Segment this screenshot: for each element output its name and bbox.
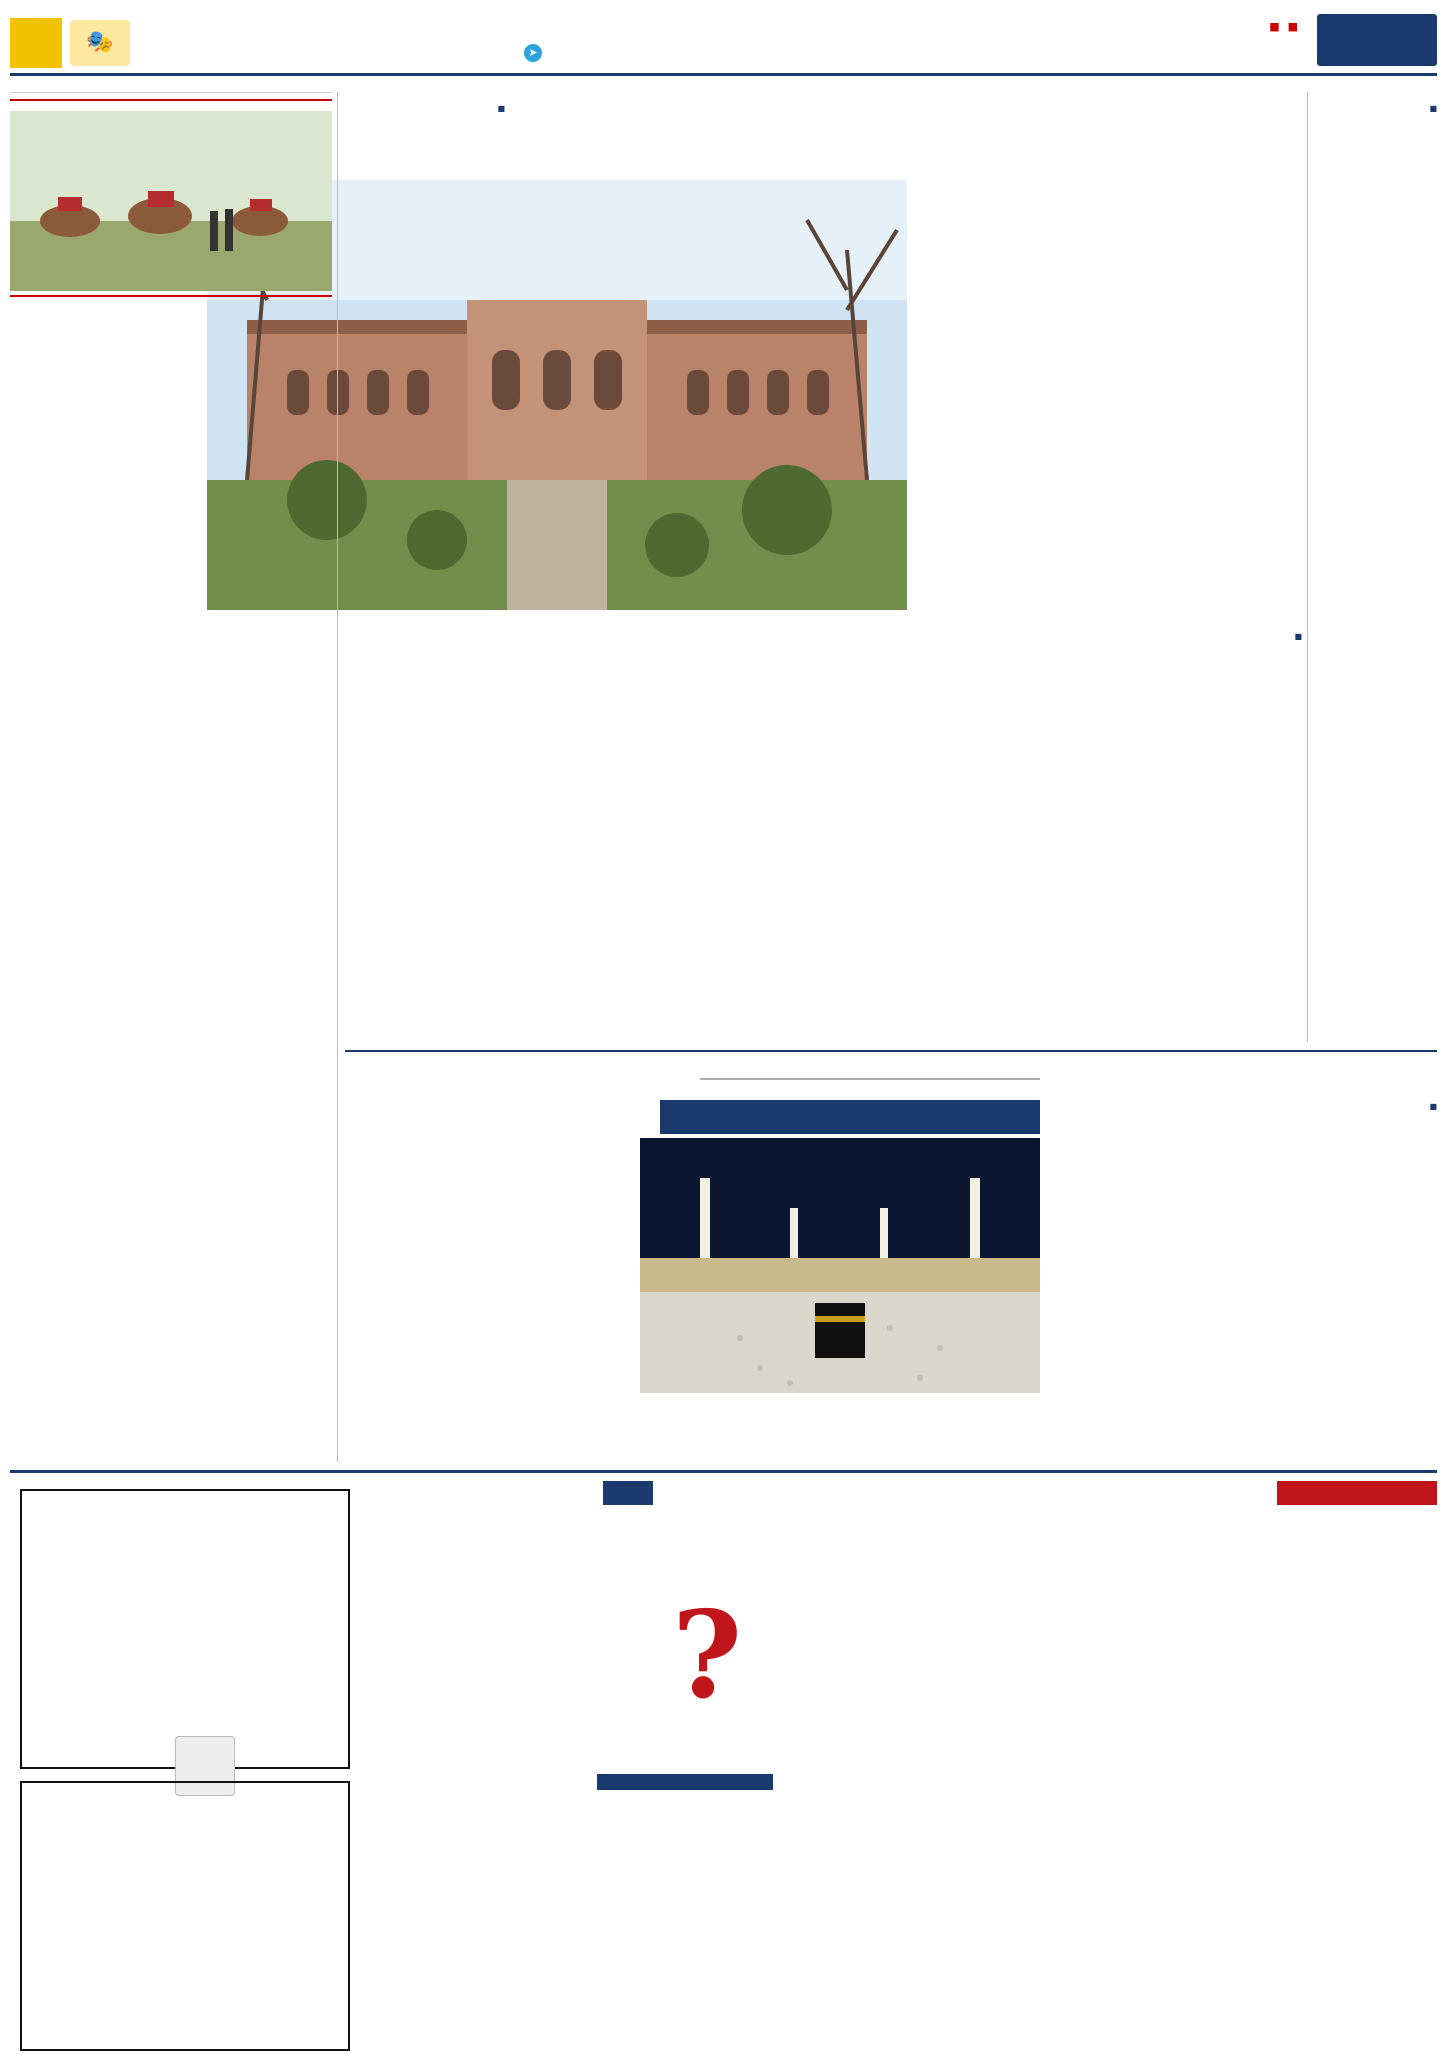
subheading [1177, 626, 1302, 647]
report-tag [700, 1078, 1040, 1080]
spacer [360, 1487, 510, 1577]
telegram-icon: ➤ [524, 44, 542, 62]
issue-info [1265, 20, 1302, 33]
lead-column-3 [1042, 620, 1167, 1042]
hajj-headline [660, 1100, 1040, 1134]
solution-grid [597, 1794, 773, 2034]
lead-column-4 [907, 620, 1032, 1042]
news-title [10, 99, 332, 105]
lead-column-1 [1312, 92, 1437, 1042]
kaaba-photo [640, 1138, 1040, 1393]
crossword-solution [597, 1481, 897, 2048]
question-mark-icon: ? [671, 1585, 743, 1726]
telegram-promo[interactable] [520, 44, 542, 62]
sudoku-info [360, 1481, 510, 1627]
solution-grid-label [597, 1774, 773, 1790]
hajj-column-2 [1047, 1090, 1227, 1462]
separator: ■ [1287, 20, 1298, 33]
section-rule [345, 1050, 1437, 1052]
sudoku-section [10, 1481, 510, 2048]
masthead [10, 10, 1437, 76]
lead-column-5 [772, 620, 897, 1042]
puzzle-section [10, 1470, 1437, 2048]
spacer [360, 1583, 510, 1623]
hajj-column-3 [345, 1090, 630, 1462]
kaaba-illustration [640, 1138, 1040, 1393]
lead-column-2 [1177, 620, 1302, 1042]
crossword-clues [1267, 1511, 1437, 2048]
subheading [1312, 98, 1437, 119]
hajj-column-1 [1237, 1090, 1437, 1462]
sudoku-easy-grid[interactable] [20, 1489, 350, 1769]
page-number [10, 18, 62, 68]
crossword-title [1277, 1481, 1437, 1505]
solution-badge [603, 1481, 653, 1505]
crossword-grid[interactable] [947, 1536, 1257, 2058]
column-rule [337, 92, 338, 1462]
kaaba-caption [640, 1396, 1040, 1462]
news-tag [10, 92, 332, 93]
sudoku-hard-grid[interactable] [20, 1781, 350, 2051]
separator: ■ [1269, 20, 1280, 33]
lead-column-6 [345, 92, 505, 1042]
news-title [10, 295, 332, 301]
subheading [1237, 1096, 1437, 1117]
culture-icon: 🎭 [70, 20, 130, 66]
crossword [917, 1481, 1437, 2048]
side-news [10, 92, 332, 1462]
column-rule [1307, 92, 1308, 1042]
subheading [345, 98, 505, 119]
newspaper-logo[interactable] [1317, 14, 1437, 66]
crossword-row-numbers [1259, 1536, 1277, 2058]
nomads-photo [10, 111, 332, 291]
